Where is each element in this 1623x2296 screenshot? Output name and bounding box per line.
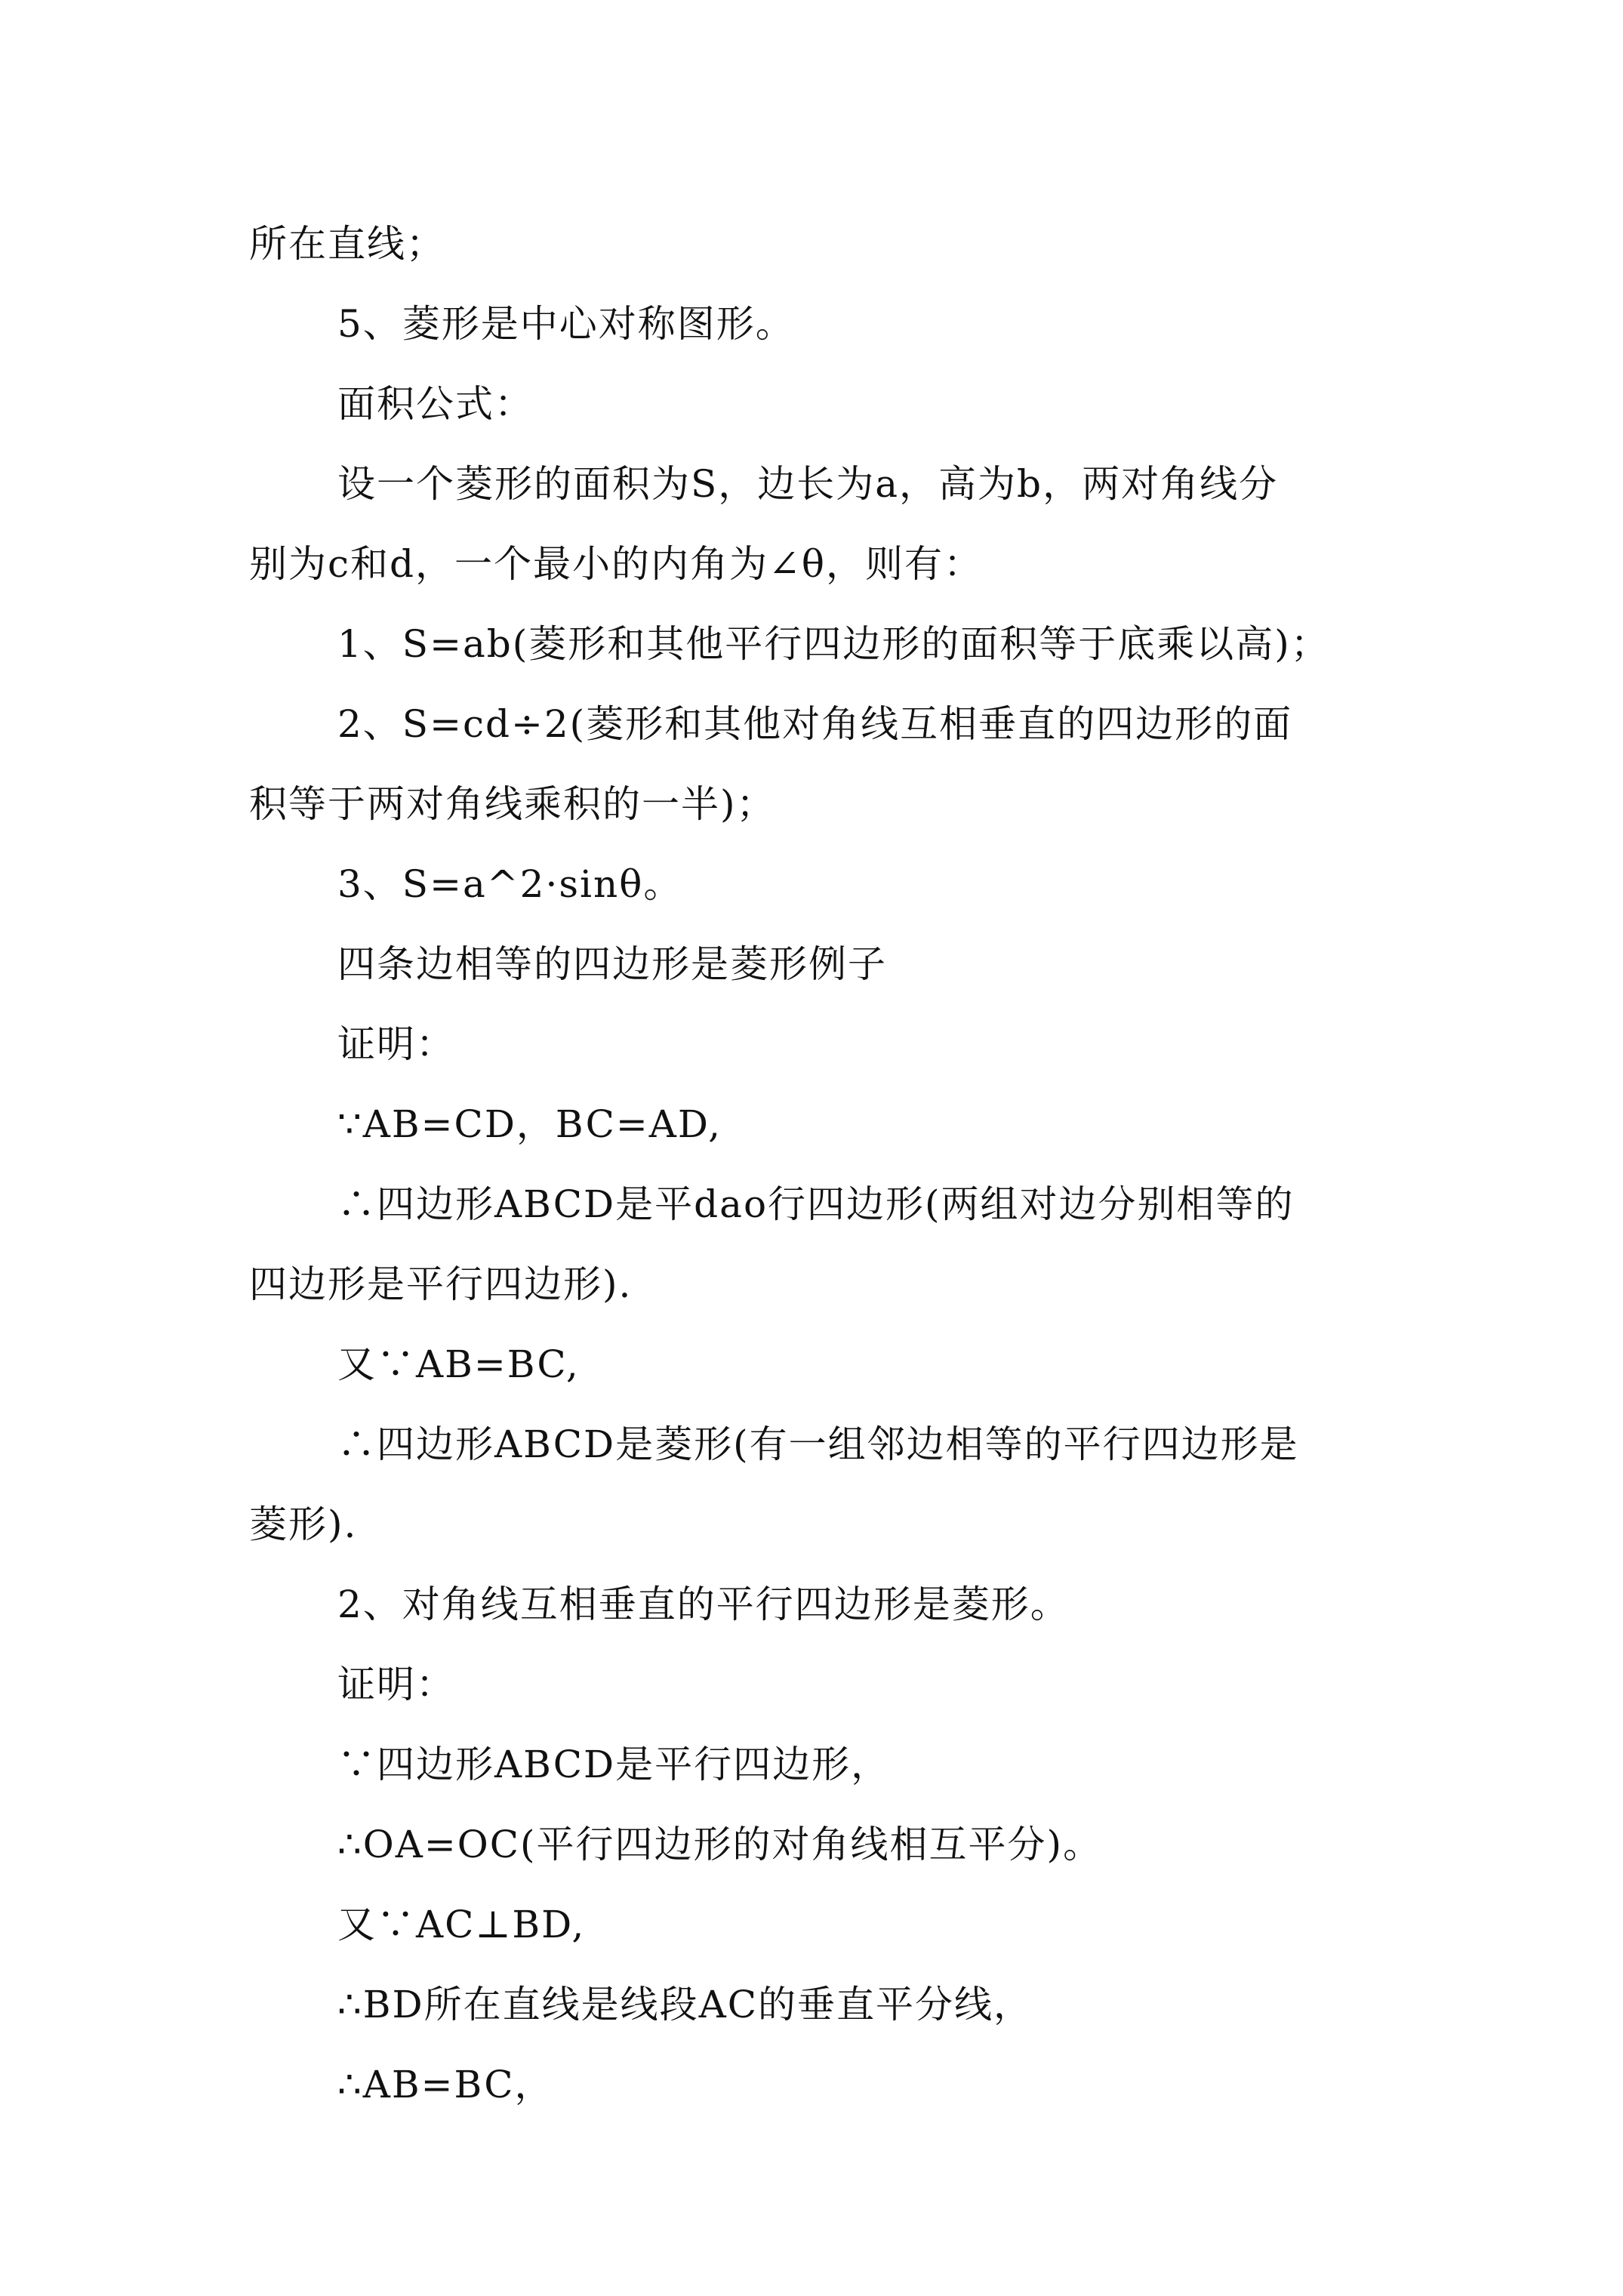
text-line: ∴OA=OC(平行四边形的对角线相互平分)。: [337, 1823, 1103, 1866]
text-line: 设一个菱形的面积为S，边长为a，高为b，两对角线分: [337, 462, 1279, 506]
text-line: 又∵AC⊥BD,: [337, 1903, 586, 1946]
text-line: 所在直线；: [249, 222, 445, 266]
text-line: ∴AB=BC，: [337, 2063, 554, 2106]
text-line: 证明：: [337, 1022, 455, 1066]
text-line: 1、S=ab(菱形和其他平行四边形的面积等于底乘以高)；: [337, 622, 1330, 666]
text-line: 别为c和d，一个最小的内角为∠θ，则有：: [249, 542, 984, 586]
text-line: 四条边相等的四边形是菱形例子: [337, 942, 887, 986]
text-line: ∵四边形ABCD是平行四边形，: [337, 1743, 891, 1786]
text-line: 2、对角线互相垂直的平行四边形是菱形。: [337, 1583, 1070, 1626]
text-line: ∴四边形ABCD是菱形(有一组邻边相等的平行四边形是: [337, 1422, 1299, 1466]
text-line: ∴四边形ABCD是平dao行四边形(两组对边分别相等的: [337, 1182, 1295, 1226]
text-line: 积等于两对角线乘积的一半)；: [249, 782, 776, 826]
text-line: 5、菱形是中心对称图形。: [337, 302, 795, 346]
text-line: 菱形).: [249, 1502, 358, 1546]
document-body: [249, 204, 1389, 2125]
text-line: 面积公式：: [337, 382, 534, 426]
text-line: 2、S=cd÷2(菱形和其他对角线互相垂直的四边形的面: [337, 702, 1293, 746]
text-line: ∴BD所在直线是线段AC的垂直平分线，: [337, 1983, 1033, 2026]
text-line: 证明：: [337, 1663, 455, 1706]
text-line: ∵AB=CD，BC=AD,: [337, 1102, 722, 1146]
text-line: 四边形是平行四边形).: [249, 1262, 633, 1306]
text-line: 又∵AB=BC,: [337, 1342, 580, 1386]
text-line: 3、S=a^2·sinθ。: [337, 862, 683, 906]
